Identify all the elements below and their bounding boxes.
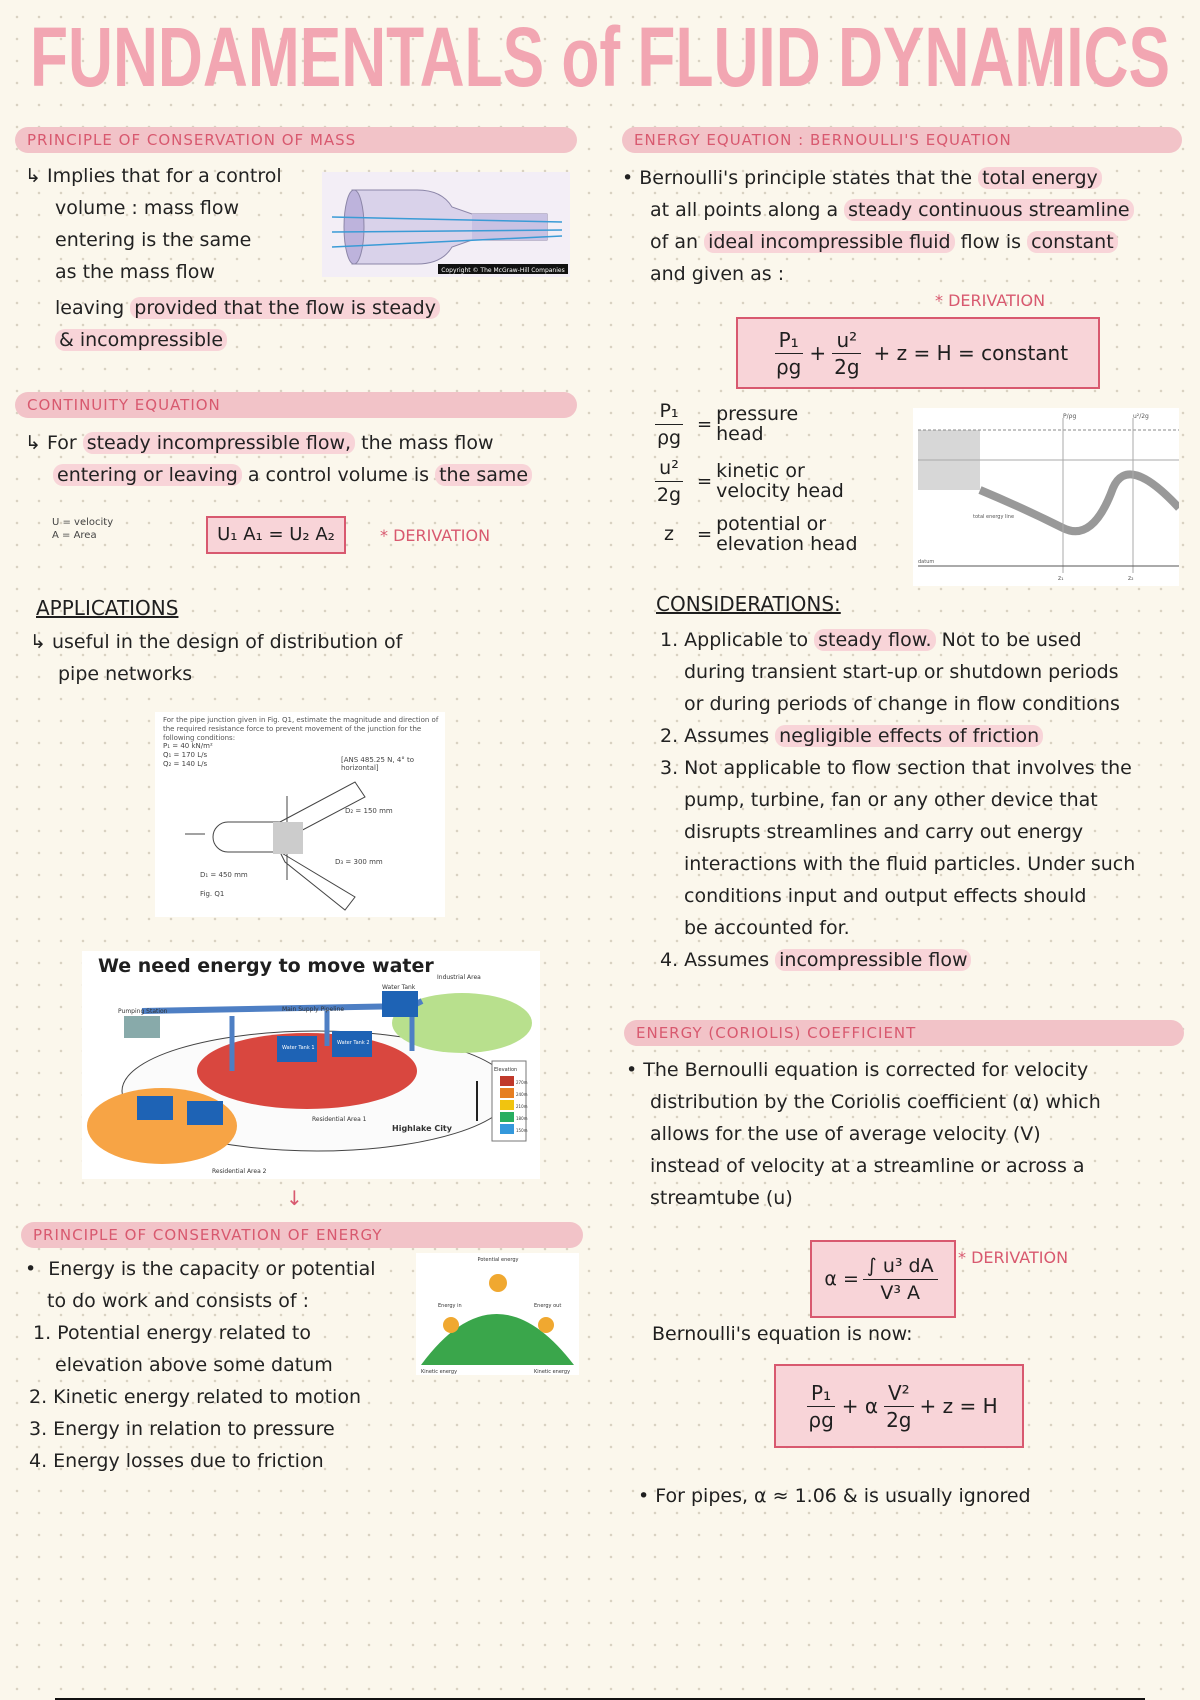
frac-num: ∫ u³ dA bbox=[863, 1253, 938, 1280]
energy-hill-figure bbox=[416, 1253, 579, 1375]
applications-heading: APPLICATIONS bbox=[36, 596, 179, 620]
mass-line: Implies that for a control bbox=[46, 165, 282, 187]
frac-num: u² bbox=[655, 455, 683, 482]
term-fraction bbox=[649, 455, 689, 508]
equation-rest: + z = H = constant bbox=[873, 341, 1069, 365]
pipe-param: Q₁ = 170 L/s bbox=[163, 751, 208, 759]
frac-den: 2g bbox=[886, 1407, 912, 1432]
frac-num: u² bbox=[832, 327, 861, 354]
bernoulli-terms bbox=[645, 396, 915, 558]
term-desc bbox=[716, 404, 798, 444]
fraction-velocity bbox=[882, 1380, 915, 1433]
elevation-value: 180m bbox=[516, 1116, 528, 1121]
mass-line: entering is the same bbox=[55, 229, 252, 251]
consideration-text: be accounted for. bbox=[684, 917, 850, 939]
header-continuity-equation: CONTINUITY EQUATION bbox=[15, 392, 577, 418]
water-label: Water Tank bbox=[382, 984, 416, 991]
mass-line: leaving bbox=[55, 297, 125, 319]
frac-den: ρg bbox=[808, 1407, 834, 1432]
consideration-text: interactions with the fluid particles. Under such bbox=[684, 853, 1136, 875]
bernoulli-now-text: Bernoulli's equation is now: bbox=[652, 1323, 913, 1345]
considerations-list bbox=[660, 624, 1190, 976]
frac-den: 2g bbox=[656, 483, 682, 506]
frac-num: V² bbox=[884, 1380, 914, 1407]
frac-num: P₁ bbox=[775, 327, 803, 354]
pipe-param: P₁ = 40 kN/m² bbox=[163, 742, 213, 750]
coriolis-line: distribution by the Coriolis coefficient (α) which bbox=[650, 1091, 1101, 1113]
water-label: Water Tank 1 bbox=[282, 1045, 315, 1051]
alpha-lhs: α = bbox=[824, 1268, 859, 1290]
derivation-link[interactable]: * DERIVATION bbox=[935, 291, 1046, 310]
coriolis-text: • The Bernoulli equation is corrected for velocity distribution by the Coriolis coefficient (α) which allows for the use of average velocity (V) instead of velocity at a streamline or across a streamtube (u) bbox=[626, 1054, 1186, 1214]
header-coriolis-coefficient: ENERGY (CORIOLIS) COEFFICIENT bbox=[624, 1020, 1184, 1046]
bernoulli-text: • Bernoulli's principle states that the total energy at all points along a steady continuous streamline of an ideal incompressible fluid flow is constant and given as : bbox=[622, 162, 1187, 290]
mass-text bbox=[25, 160, 325, 288]
highlight-constant: constant bbox=[1027, 231, 1118, 253]
page-title bbox=[0, 8, 1200, 100]
elevation-value: 210m bbox=[516, 1104, 528, 1109]
pipes-note: • For pipes, α ≈ 1.06 & is usually ignored bbox=[638, 1485, 1031, 1507]
consideration-text: 4. Assumes bbox=[660, 949, 770, 971]
fraction-pressure bbox=[804, 1380, 837, 1433]
fraction-pressure bbox=[772, 327, 805, 380]
coriolis-line: streamtube (u) bbox=[650, 1187, 793, 1209]
header-bernoulli-equation: ENERGY EQUATION : BERNOULLI'S EQUATION bbox=[622, 127, 1182, 153]
term-desc bbox=[716, 514, 857, 554]
elevation-value: 270m bbox=[516, 1080, 528, 1085]
consideration-text: during transient start-up or shutdown periods bbox=[684, 661, 1119, 683]
bernoulli-line: Bernoulli's principle states that the bbox=[639, 167, 973, 189]
continuity-legend bbox=[52, 516, 113, 542]
highlight-same: the same bbox=[435, 464, 532, 486]
elevation-value: 240m bbox=[516, 1092, 528, 1097]
term-row: $\frac{\text{P₁}}{\rho g}$ = pressure head bbox=[645, 396, 915, 452]
pipe-label-d1: D₁ = 450 mm bbox=[200, 871, 248, 879]
continuity-equation: U₁ A₁ = U₂ A₂ bbox=[206, 516, 346, 554]
bernoulli-line: at all points along a bbox=[650, 199, 839, 221]
energy-line-figure bbox=[913, 408, 1179, 586]
derivation-link[interactable]: * DERIVATION bbox=[380, 526, 491, 545]
applications-line: pipe networks bbox=[58, 663, 193, 685]
pipe-param: Q₂ = 140 L/s bbox=[163, 760, 208, 768]
equation-rest: + z = H bbox=[919, 1394, 998, 1418]
water-figure-title: We need energy to move water bbox=[98, 955, 434, 977]
frac-num: P₁ bbox=[807, 1380, 835, 1407]
coriolis-equation bbox=[810, 1240, 956, 1318]
energy-fig-label: Potential energy bbox=[477, 1257, 519, 1263]
frac-den: 2g bbox=[834, 354, 860, 379]
highlight-incompressible: & incompressible bbox=[55, 329, 227, 351]
plus-sign: + bbox=[809, 341, 827, 365]
continuity-text bbox=[25, 427, 585, 491]
consideration-text: disrupts streamlines and carry out energy bbox=[684, 821, 1084, 843]
energy-fig-label: Kinetic energy bbox=[421, 1369, 458, 1375]
water-label: Industrial Area bbox=[437, 974, 481, 981]
fraction-velocity bbox=[830, 327, 863, 380]
water-label: Elevation bbox=[494, 1067, 518, 1073]
energy-line: Energy is the capacity or potential bbox=[48, 1258, 376, 1280]
water-label: Main Supply Pipeline bbox=[282, 1006, 345, 1013]
figure-label: z₁ bbox=[1058, 575, 1064, 582]
energy-item: 1. Potential energy related to bbox=[33, 1322, 312, 1344]
highlight-steady-flow: steady flow. bbox=[814, 629, 935, 651]
legend-area: A = Area bbox=[52, 530, 97, 541]
coriolis-line: The Bernoulli equation is corrected for velocity bbox=[643, 1059, 1089, 1081]
energy-text: • Energy is the capacity or potential to do work and consists of : 1. Potential energy related to elevation above some datum 2. Kinetic energy related to motion 3. Energy in relation to pressure 4. Energy losses due to friction bbox=[25, 1253, 425, 1477]
plus-alpha: + α bbox=[841, 1394, 879, 1418]
continuity-line: the mass flow bbox=[361, 432, 494, 454]
figure-label: datum bbox=[918, 559, 935, 565]
applications-text bbox=[30, 626, 550, 690]
frac-num: P₁ bbox=[655, 398, 682, 425]
term-desc-2: elevation head bbox=[716, 533, 858, 555]
frac-den: ρg bbox=[775, 354, 802, 379]
pipe-junction-figure bbox=[155, 712, 445, 917]
corrected-bernoulli-equation bbox=[774, 1364, 1024, 1448]
header-conservation-of-energy: PRINCIPLE OF CONSERVATION OF ENERGY bbox=[21, 1222, 583, 1248]
title-text: FUNDAMENTALS of FLUID DYNAMICS bbox=[30, 10, 1170, 100]
frac-den: V³ A bbox=[880, 1281, 921, 1304]
highlight-steady: provided that the flow is steady bbox=[130, 297, 440, 319]
energy-item: elevation above some datum bbox=[55, 1354, 333, 1376]
highlight-incompressible-flow: incompressible flow bbox=[775, 949, 971, 971]
energy-item: 2. Kinetic energy related to motion bbox=[29, 1386, 361, 1408]
term-desc-2: velocity head bbox=[716, 480, 844, 502]
bernoulli-line: and given as : bbox=[650, 263, 785, 285]
down-arrow-icon: ↓ bbox=[286, 1186, 303, 1210]
pipe-question-text: For the pipe junction given in Fig. Q1, estimate the magnitude and direction of the required resistance force to prevent movement of the junction for the following conditions: bbox=[163, 716, 439, 742]
energy-fig-label: Kinetic energy bbox=[534, 1369, 571, 1375]
continuity-line: For bbox=[46, 432, 77, 454]
arrow-icon: ↳ bbox=[30, 631, 52, 653]
term-row: z = potential or elevation head bbox=[645, 510, 915, 558]
control-volume-figure bbox=[322, 172, 570, 277]
term-desc-1: pressure bbox=[716, 403, 799, 425]
coriolis-line: instead of velocity at a streamline or across a bbox=[650, 1155, 1085, 1177]
arrow-icon: ↳ bbox=[25, 432, 47, 454]
consideration-text: conditions input and output effects should bbox=[684, 885, 1087, 907]
term-z: z bbox=[664, 523, 674, 545]
water-label: Highlake City bbox=[392, 1124, 452, 1133]
applications-line: useful in the design of distribution of bbox=[51, 631, 403, 653]
elevation-value: 150m bbox=[516, 1128, 528, 1133]
term-row: $\frac{\text{u²}}{2g}$ = kinetic or velocity head bbox=[645, 452, 915, 510]
pipe-answer: [ANS 485.25 N, 4° to horizontal] bbox=[341, 756, 415, 772]
term-desc-1: kinetic or bbox=[716, 460, 805, 482]
highlight-friction: negligible effects of friction bbox=[775, 725, 1043, 747]
consideration-text: 1. Applicable to bbox=[660, 629, 809, 651]
consideration-text: or during periods of change in flow conditions bbox=[684, 693, 1120, 715]
derivation-link[interactable]: * DERIVATION bbox=[958, 1248, 1069, 1267]
highlight-entering-leaving: entering or leaving bbox=[53, 464, 242, 486]
figure-label: u²/2g bbox=[1133, 413, 1149, 420]
pipe-label-d3: D₃ = 300 mm bbox=[335, 858, 383, 866]
alpha-fraction bbox=[863, 1253, 938, 1306]
legend-velocity: U = velocity bbox=[52, 517, 114, 528]
considerations-heading: CONSIDERATIONS: bbox=[656, 592, 841, 616]
coriolis-line: allows for the use of average velocity (V) bbox=[650, 1123, 1041, 1145]
bernoulli-line: flow is bbox=[960, 231, 1022, 253]
highlight-steady-streamline: steady continuous streamline bbox=[844, 199, 1133, 221]
header-conservation-of-mass: PRINCIPLE OF CONSERVATION OF MASS bbox=[15, 127, 577, 153]
water-label: Pumping Station bbox=[118, 1008, 168, 1015]
mass-line: as the mass flow bbox=[55, 261, 215, 283]
energy-fig-label: Energy in bbox=[438, 1303, 462, 1309]
term-fraction bbox=[649, 398, 689, 451]
bernoulli-equation bbox=[736, 317, 1100, 389]
energy-line: to do work and consists of : bbox=[47, 1290, 309, 1312]
pipe-label-d2: D₂ = 150 mm bbox=[345, 807, 393, 815]
highlight-total-energy: total energy bbox=[978, 167, 1102, 189]
energy-item: 4. Energy losses due to friction bbox=[29, 1450, 324, 1472]
consideration-text: 2. Assumes bbox=[660, 725, 770, 747]
water-label: Residential Area 2 bbox=[212, 1168, 267, 1175]
figure-label: total energy line bbox=[973, 514, 1015, 520]
figure-caption: Copyright © The McGraw-Hill Companies bbox=[441, 267, 565, 274]
pipe-fig-label: Fig. Q1 bbox=[200, 890, 225, 898]
water-network-figure bbox=[82, 951, 540, 1179]
consideration-text: pump, turbine, fan or any other device that bbox=[684, 789, 1098, 811]
bernoulli-line: of an bbox=[650, 231, 699, 253]
energy-item: 3. Energy in relation to pressure bbox=[29, 1418, 335, 1440]
energy-fig-label: Energy out bbox=[534, 1303, 562, 1309]
continuity-line: a control volume is bbox=[247, 464, 430, 486]
pipes-note-text: For pipes, α ≈ 1.06 & is usually ignored bbox=[655, 1485, 1031, 1507]
water-label: Residential Area 1 bbox=[312, 1116, 367, 1123]
figure-label: z₂ bbox=[1128, 575, 1134, 582]
consideration-text: Not to be used bbox=[941, 629, 1082, 651]
mass-text-2 bbox=[55, 292, 495, 356]
water-label: Water Tank 2 bbox=[337, 1040, 370, 1046]
highlight-ideal-fluid: ideal incompressible fluid bbox=[704, 231, 955, 253]
term-desc-1: potential or bbox=[716, 513, 827, 535]
frac-den: ρg bbox=[656, 426, 682, 449]
term-desc-2: head bbox=[716, 423, 764, 445]
highlight-steady-incompressible: steady incompressible flow, bbox=[83, 432, 355, 454]
figure-label: P/ρg bbox=[1063, 413, 1077, 420]
mass-line: volume : mass flow bbox=[55, 197, 239, 219]
arrow-icon: ↳ bbox=[25, 165, 47, 187]
consideration-text: 3. Not applicable to flow section that involves the bbox=[660, 757, 1132, 779]
term-desc bbox=[716, 461, 844, 501]
